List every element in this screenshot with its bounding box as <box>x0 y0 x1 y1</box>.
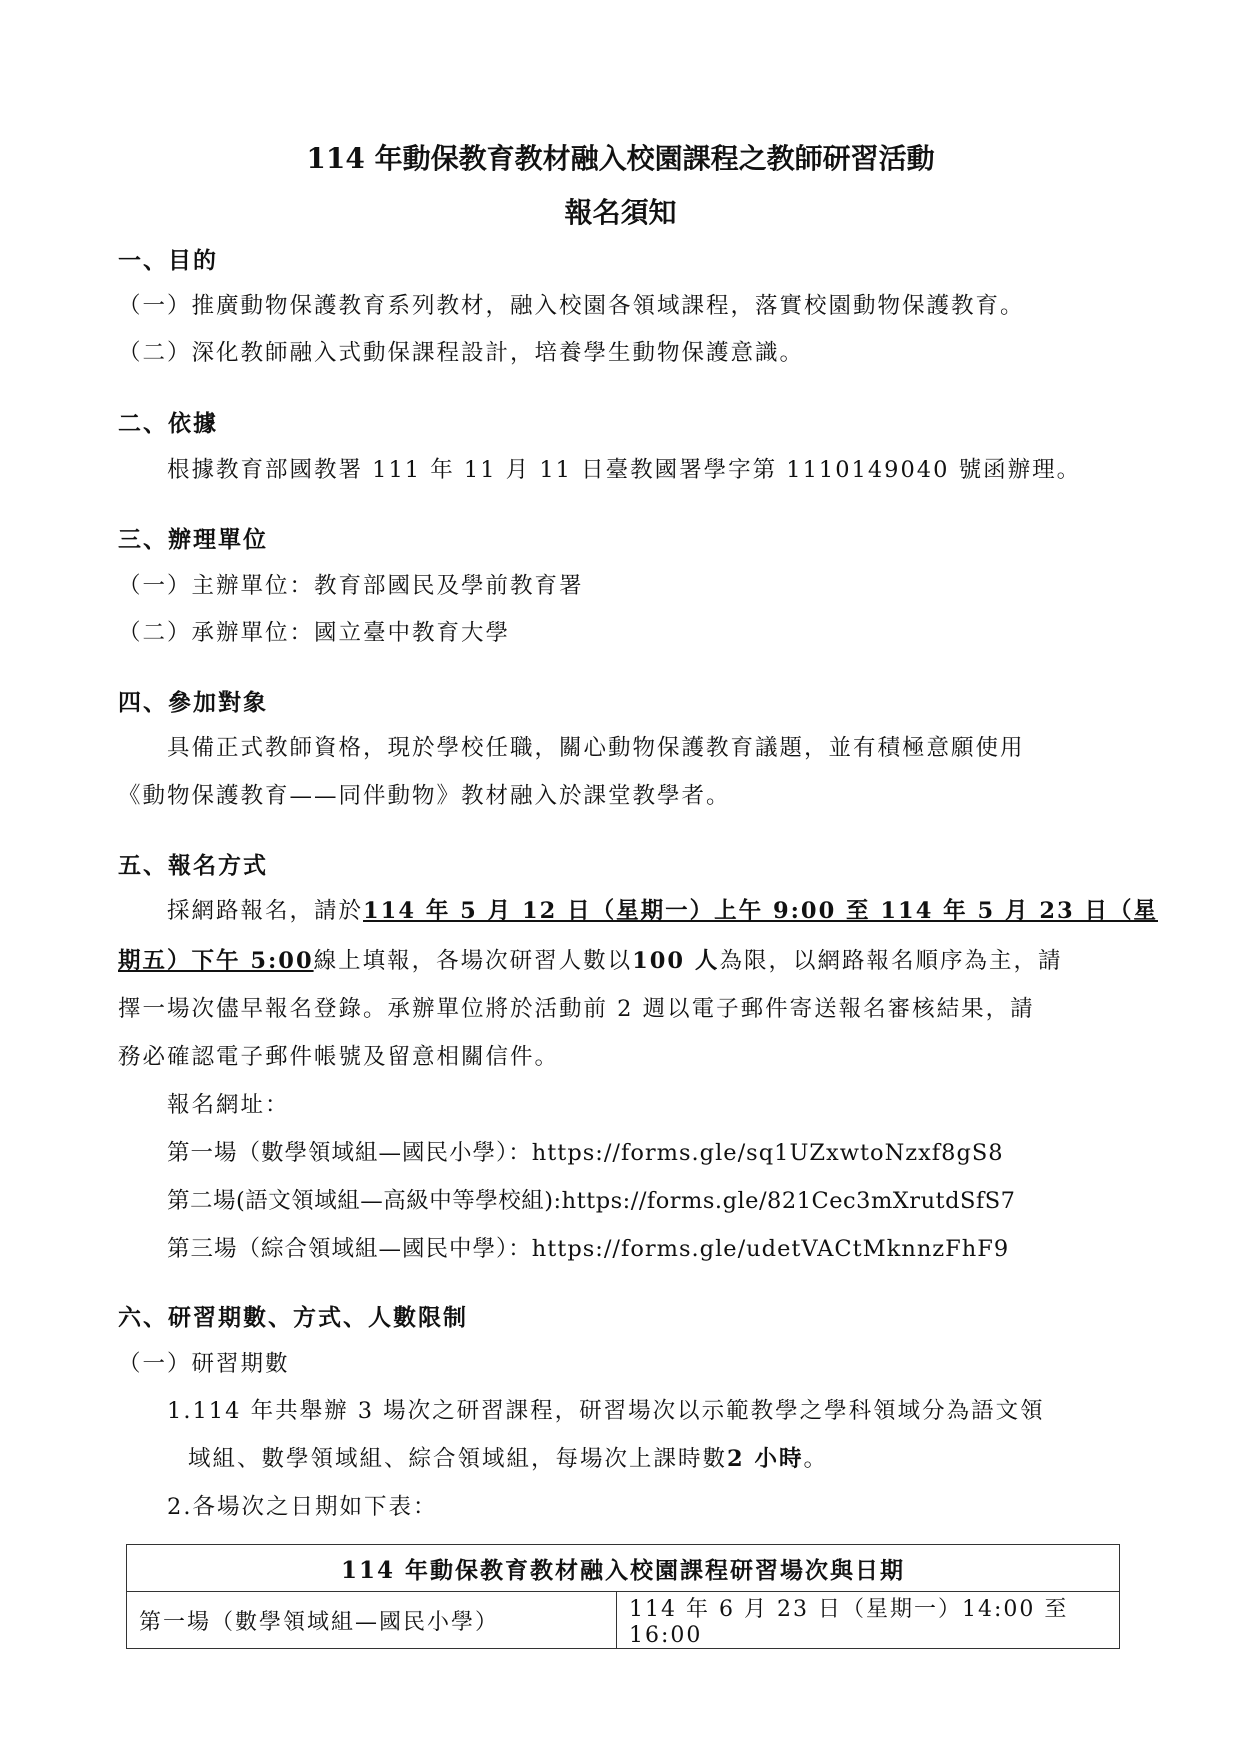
sessions-hours: 2 小時 <box>727 1446 804 1472</box>
sessions-item-1-end: 。 <box>803 1446 829 1472</box>
purpose-item-2: （二）深化教師融入式動保課程設計，培養學生動物保護意識。 <box>118 340 805 366</box>
basis-text: 根據教育部國教署 111 年 11 月 11 日臺教國署學字第 1110149040 號函辦理。 <box>167 457 1082 483</box>
registration-link-1[interactable]: 第一場（數學領域組—國民小學）：https://forms.gle/sq1UZxwtoNzxf8gS8 <box>167 1140 1004 1166</box>
participants-line-2: 《動物保護教育——同伴動物》教材融入於課堂教學者。 <box>118 783 731 809</box>
schedule-table <box>126 1544 1120 1649</box>
registration-line-2 <box>118 943 1062 975</box>
session-cell: 第一場（數學領域組—國民小學） <box>127 1592 617 1649</box>
page-title: 114 年動保教育教材融入校園課程之教師研習活動 <box>306 142 935 175</box>
registration-line-1 <box>167 893 1158 925</box>
schedule-caption: 114 年動保教育教材融入校園課程研習場次與日期 <box>127 1545 1120 1592</box>
sessions-item-1-line-2 <box>188 1441 828 1473</box>
sessions-item-1-text: 域組、數學領域組、綜合領域組，每場次上課時數 <box>188 1446 728 1472</box>
registration-intro: 採網路報名，請於 <box>167 898 364 924</box>
schedule-caption-row <box>127 1545 1120 1592</box>
registration-line-4: 務必確認電子郵件帳號及留意相關信件。 <box>118 1044 560 1070</box>
registration-url-label: 報名網址： <box>167 1092 290 1118</box>
sessions-item-1-line-1: 1.114 年共舉辦 3 場次之研習課程，研習場次以示範教學之學科領域分為語文領 <box>167 1398 1045 1424</box>
registration-link-3[interactable]: 第三場（綜合領域組—國民中學）：https://forms.gle/udetVACtMknnzFhF9 <box>167 1236 1010 1262</box>
date-cell: 114 年 6 月 23 日（星期一）14:00 至 16:00 <box>617 1592 1120 1649</box>
participants-line-1: 具備正式教師資格，現於學校任職，關心動物保護教育議題，並有積極意願使用 <box>167 735 1025 761</box>
registration-text-a: 線上填報，各場次研習人數以 <box>313 948 633 974</box>
section-heading-sessions: 六、研習期數、方式、人數限制 <box>118 1304 468 1331</box>
section-heading-participants: 四、參加對象 <box>118 689 268 716</box>
organizer-host: （一）主辦單位：教育部國民及學前教育署 <box>118 573 584 599</box>
section-heading-purpose: 一、目的 <box>118 247 218 274</box>
registration-line-3: 擇一場次儘早報名登錄。承辦單位將於活動前 2 週以電子郵件寄送報名審核結果，請 <box>118 996 1035 1022</box>
registration-period-end: 期五）下午 5:00 <box>118 948 314 974</box>
registration-capacity: 100 人 <box>632 948 720 974</box>
registration-link-2[interactable]: 第二場(語文領域組—高級中等學校組):https://forms.gle/821Cec3mXrutdSfS7 <box>167 1188 1016 1214</box>
registration-text-b: 為限，以網路報名順序為主，請 <box>719 948 1063 974</box>
sessions-subheading: （一）研習期數 <box>118 1351 290 1377</box>
table-row <box>127 1592 1120 1649</box>
page-subtitle: 報名須知 <box>564 196 677 229</box>
section-heading-basis: 二、依據 <box>118 410 218 437</box>
section-heading-registration: 五、報名方式 <box>118 852 268 879</box>
sessions-item-2: 2.各場次之日期如下表： <box>167 1494 438 1520</box>
organizer-contractor: （二）承辦單位：國立臺中教育大學 <box>118 620 511 646</box>
section-heading-organizers: 三、辦理單位 <box>118 526 268 553</box>
purpose-item-1: （一）推廣動物保護教育系列教材，融入校園各領域課程，落實校園動物保護教育。 <box>118 293 1025 319</box>
registration-period-start: 114 年 5 月 12 日（星期一）上午 9:00 至 114 年 5 月 23 日（星 <box>363 898 1158 924</box>
